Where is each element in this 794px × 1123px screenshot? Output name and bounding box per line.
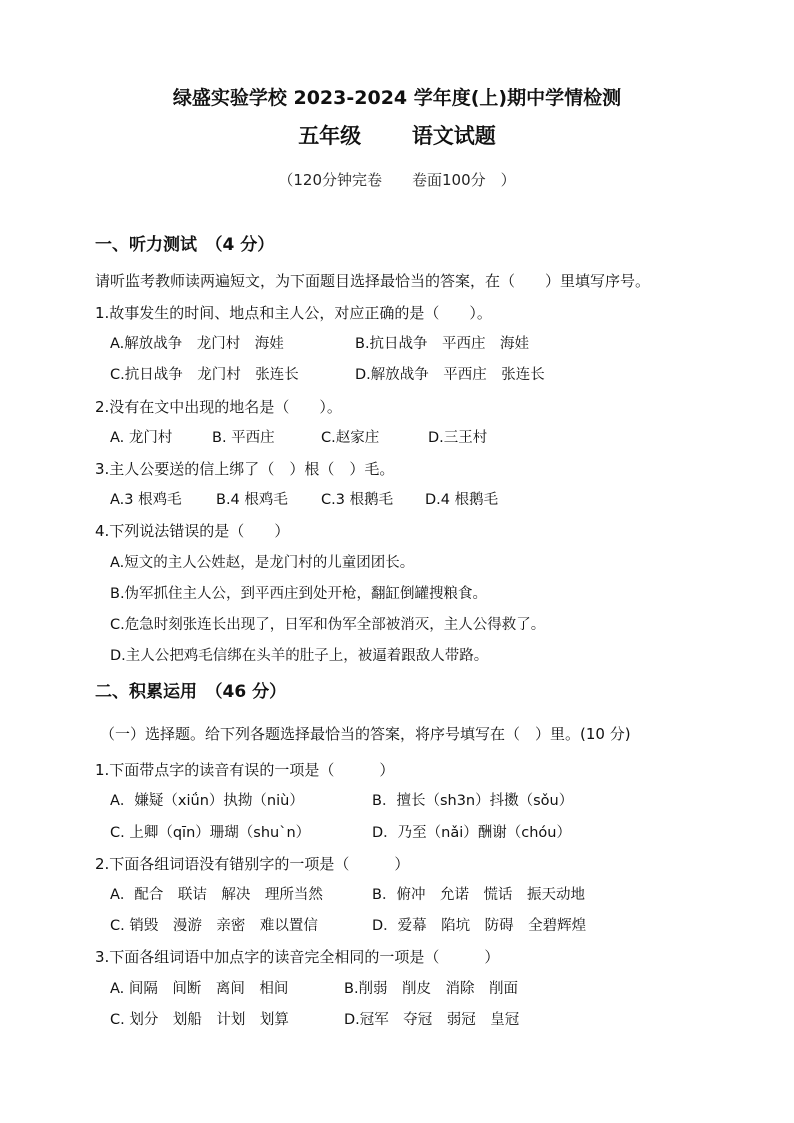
option-d: D.三王村 [428, 430, 488, 446]
option-b: B.抗日战争 平西庄 海娃 [355, 336, 530, 352]
subject-label: 语文试题 [411, 124, 496, 148]
listening-instruction: 请听监考教师读两遍短文，为下面题目选择最恰当的答案，在（ ）里填写序号。 [95, 272, 651, 290]
option-a: A．嫌疑（xiǘn）执拗（niù） [110, 793, 304, 809]
option-c: C.抗日战争 龙门村 张连长 [110, 367, 299, 383]
option-b: B.4 根鸡毛 [216, 492, 288, 508]
option-c: C.危急时刻张连长出现了，日军和伪军全部被消灭，主人公得救了。 [110, 617, 546, 633]
option-b: B．俯冲 允诺 慌话 振天动地 [372, 887, 585, 903]
question-stem: 1.下面带点字的读音有误的一项是（ ） [95, 761, 395, 779]
option-c: C. 上卿（qīn）珊瑚（shu`n） [110, 825, 311, 841]
option-c: C.赵家庄 [321, 430, 380, 446]
option-a: A.解放战争 龙门村 海娃 [110, 336, 284, 352]
exam-subtitle [0, 126, 794, 146]
option-d: D．乃至（nǎi）酬谢（chóu） [372, 825, 571, 841]
option-b: B. 平西庄 [212, 430, 275, 446]
option-b: B．擅长（sh3n）抖擞（sǒu） [372, 793, 574, 809]
option-a: A. 龙门村 [110, 430, 173, 446]
option-d: D.冠军 夺冠 弱冠 皇冠 [344, 1012, 520, 1028]
subsection-instruction: （一）选择题。给下列各题选择最恰当的答案，将序号填写在（ ）里。(10 分) [100, 725, 631, 743]
question-stem: 3.下面各组词语中加点字的读音完全相同的一项是（ ） [95, 948, 500, 966]
question-stem: 2.下面各组词语没有错别字的一项是（ ） [95, 855, 410, 873]
section-heading-accumulation: 二、积累运用 （46 分） [95, 682, 287, 702]
exam-title: 绿盛实验学校 2023-2024 学年度(上)期中学情检测 [172, 87, 622, 109]
option-c: C.3 根鹅毛 [321, 492, 394, 508]
option-d: D.4 根鹅毛 [425, 492, 499, 508]
option-c: C. 划分 划船 计划 划算 [110, 1012, 289, 1028]
option-a: A．配合 联诘 解决 理所当然 [110, 887, 323, 903]
option-b: B.伪军抓住主人公，到平西庄到处开枪，翻缸倒罐搜粮食。 [110, 586, 488, 602]
question-stem: 1.故事发生的时间、地点和主人公，对应正确的是（ ）。 [95, 304, 492, 322]
option-b: B.削弱 削皮 消除 削面 [344, 981, 519, 997]
option-c: C. 销毁 漫游 亲密 难以置信 [110, 918, 318, 934]
option-d: D.主人公把鸡毛信绑在头羊的肚子上，被逼着跟敌人带路。 [110, 648, 489, 664]
option-a: A. 间隔 间断 离间 相间 [110, 981, 289, 997]
option-a: A.3 根鸡毛 [110, 492, 182, 508]
grade-label: 五年级 [298, 124, 362, 148]
option-d: D．爱幕 陷坑 防碍 全碧辉煌 [372, 918, 587, 934]
question-stem: 3.主人公要送的信上绑了（ ）根（ ）毛。 [95, 460, 395, 478]
section-heading-listening: 一、听力测试 （4 分） [95, 235, 275, 255]
option-d: D.解放战争 平西庄 张连长 [355, 367, 545, 383]
option-a: A.短文的主人公姓赵，是龙门村的儿童团团长。 [110, 555, 415, 571]
question-stem: 4.下列说法错误的是（ ） [95, 522, 290, 540]
question-stem: 2.没有在文中出现的地名是（ ）。 [95, 398, 342, 416]
exam-meta: （120分钟完卷 卷面100分 ） [278, 171, 516, 189]
